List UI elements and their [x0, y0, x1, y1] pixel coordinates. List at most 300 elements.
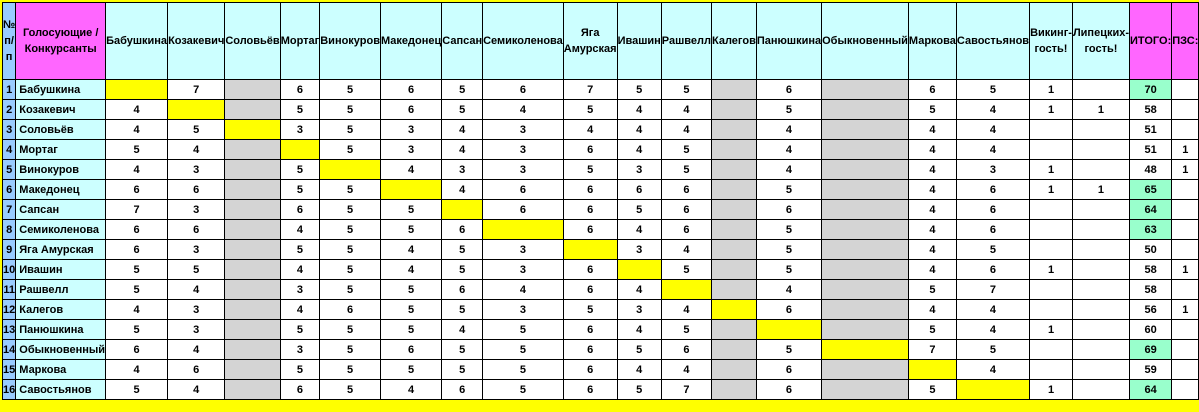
column-header[interactable]: Соловьёв [225, 3, 280, 80]
score-cell[interactable]: 4 [617, 360, 661, 380]
guest-vote-cell[interactable] [1030, 280, 1073, 300]
self-vote-cell[interactable] [483, 220, 564, 240]
score-cell[interactable] [822, 120, 909, 140]
score-cell[interactable] [712, 120, 757, 140]
score-cell[interactable]: 6 [442, 280, 483, 300]
score-cell[interactable]: 3 [483, 260, 564, 280]
score-cell[interactable] [225, 160, 280, 180]
score-cell[interactable] [822, 320, 909, 340]
score-cell[interactable]: 5 [661, 320, 711, 340]
score-cell[interactable]: 4 [106, 300, 168, 320]
score-cell[interactable]: 5 [320, 100, 381, 120]
column-header[interactable]: ПЗС: [1172, 3, 1199, 80]
score-cell[interactable]: 5 [380, 360, 441, 380]
score-cell[interactable]: 5 [483, 320, 564, 340]
score-cell[interactable] [712, 320, 757, 340]
score-cell[interactable]: 5 [956, 80, 1029, 100]
guest-vote-cell[interactable] [1030, 200, 1073, 220]
score-cell[interactable]: 3 [380, 140, 441, 160]
score-cell[interactable]: 5 [320, 360, 381, 380]
score-cell[interactable]: 6 [563, 180, 617, 200]
score-cell[interactable]: 6 [483, 200, 564, 220]
guest-vote-cell[interactable] [1072, 380, 1129, 400]
guest-vote-cell[interactable]: 1 [1030, 260, 1073, 280]
score-cell[interactable] [225, 260, 280, 280]
score-cell[interactable] [712, 240, 757, 260]
score-cell[interactable]: 5 [380, 320, 441, 340]
score-cell[interactable]: 4 [756, 280, 821, 300]
self-vote-cell[interactable] [380, 180, 441, 200]
self-vote-cell[interactable] [320, 160, 381, 180]
score-cell[interactable] [822, 200, 909, 220]
score-cell[interactable]: 5 [617, 380, 661, 400]
score-cell[interactable]: 6 [380, 340, 441, 360]
score-cell[interactable]: 6 [106, 340, 168, 360]
score-cell[interactable]: 5 [320, 340, 381, 360]
score-cell[interactable]: 6 [442, 220, 483, 240]
score-cell[interactable]: 3 [280, 280, 320, 300]
score-cell[interactable]: 4 [483, 280, 564, 300]
score-cell[interactable] [225, 360, 280, 380]
guest-vote-cell[interactable] [1072, 280, 1129, 300]
column-header[interactable]: Панюшкина [756, 3, 821, 80]
score-cell[interactable]: 6 [617, 180, 661, 200]
column-header[interactable]: ИТОГО: [1130, 3, 1172, 80]
score-cell[interactable]: 4 [106, 120, 168, 140]
score-cell[interactable]: 5 [280, 360, 320, 380]
score-cell[interactable] [225, 220, 280, 240]
score-cell[interactable]: 4 [617, 100, 661, 120]
score-cell[interactable]: 6 [168, 220, 225, 240]
total-cell[interactable]: 50 [1130, 240, 1172, 260]
total-cell[interactable]: 70 [1130, 80, 1172, 100]
self-vote-cell[interactable] [442, 200, 483, 220]
score-cell[interactable]: 5 [320, 80, 381, 100]
score-cell[interactable]: 3 [617, 300, 661, 320]
score-cell[interactable]: 6 [956, 200, 1029, 220]
score-cell[interactable]: 5 [483, 360, 564, 380]
total-cell[interactable]: 65 [1130, 180, 1172, 200]
score-cell[interactable]: 5 [617, 80, 661, 100]
score-cell[interactable]: 4 [956, 120, 1029, 140]
score-cell[interactable]: 5 [756, 340, 821, 360]
score-cell[interactable]: 4 [661, 240, 711, 260]
score-cell[interactable]: 4 [956, 320, 1029, 340]
score-cell[interactable]: 3 [168, 320, 225, 340]
column-header[interactable]: Винокуров [320, 3, 381, 80]
score-cell[interactable]: 6 [756, 200, 821, 220]
total-cell[interactable]: 56 [1130, 300, 1172, 320]
score-cell[interactable] [712, 280, 757, 300]
score-cell[interactable]: 6 [563, 140, 617, 160]
score-cell[interactable]: 4 [661, 360, 711, 380]
score-cell[interactable]: 6 [280, 200, 320, 220]
column-header[interactable]: Липецких-гость! [1072, 3, 1129, 80]
score-cell[interactable]: 5 [956, 240, 1029, 260]
score-cell[interactable]: 3 [617, 160, 661, 180]
pzs-cell[interactable]: 1 [1172, 140, 1199, 160]
score-cell[interactable]: 4 [756, 140, 821, 160]
score-cell[interactable]: 4 [908, 160, 956, 180]
guest-vote-cell[interactable] [1072, 80, 1129, 100]
guest-vote-cell[interactable] [1072, 140, 1129, 160]
total-cell[interactable]: 69 [1130, 340, 1172, 360]
guest-vote-cell[interactable] [1072, 260, 1129, 280]
score-cell[interactable] [822, 140, 909, 160]
score-cell[interactable]: 4 [380, 160, 441, 180]
score-cell[interactable] [712, 160, 757, 180]
score-cell[interactable]: 6 [661, 340, 711, 360]
score-cell[interactable]: 5 [908, 380, 956, 400]
column-header[interactable]: Македонец [380, 3, 441, 80]
score-cell[interactable]: 3 [483, 300, 564, 320]
guest-vote-cell[interactable] [1072, 200, 1129, 220]
guest-vote-cell[interactable] [1030, 340, 1073, 360]
score-cell[interactable]: 4 [106, 100, 168, 120]
score-cell[interactable]: 3 [380, 120, 441, 140]
score-cell[interactable]: 4 [956, 300, 1029, 320]
score-cell[interactable]: 3 [168, 200, 225, 220]
guest-vote-cell[interactable]: 1 [1072, 100, 1129, 120]
score-cell[interactable] [712, 80, 757, 100]
score-cell[interactable]: 5 [908, 280, 956, 300]
score-cell[interactable]: 5 [442, 300, 483, 320]
score-cell[interactable] [822, 260, 909, 280]
score-cell[interactable]: 5 [442, 340, 483, 360]
score-cell[interactable]: 3 [168, 160, 225, 180]
score-cell[interactable] [822, 160, 909, 180]
score-cell[interactable]: 4 [168, 340, 225, 360]
score-cell[interactable]: 5 [442, 260, 483, 280]
score-cell[interactable]: 4 [661, 100, 711, 120]
score-cell[interactable]: 6 [563, 360, 617, 380]
score-cell[interactable]: 4 [380, 380, 441, 400]
score-cell[interactable]: 5 [483, 380, 564, 400]
score-cell[interactable]: 6 [280, 80, 320, 100]
guest-vote-cell[interactable] [1030, 240, 1073, 260]
pzs-cell[interactable] [1172, 220, 1199, 240]
score-cell[interactable]: 5 [320, 200, 381, 220]
score-cell[interactable]: 5 [661, 140, 711, 160]
self-vote-cell[interactable] [168, 100, 225, 120]
score-cell[interactable] [225, 100, 280, 120]
score-cell[interactable]: 5 [320, 280, 381, 300]
guest-vote-cell[interactable] [1030, 140, 1073, 160]
score-cell[interactable]: 5 [563, 100, 617, 120]
guest-vote-cell[interactable] [1030, 220, 1073, 240]
score-cell[interactable]: 5 [168, 260, 225, 280]
score-cell[interactable]: 6 [563, 220, 617, 240]
score-cell[interactable]: 5 [320, 260, 381, 280]
score-cell[interactable]: 4 [280, 220, 320, 240]
score-cell[interactable] [225, 320, 280, 340]
guest-vote-cell[interactable] [1072, 160, 1129, 180]
score-cell[interactable]: 4 [442, 320, 483, 340]
score-cell[interactable]: 6 [106, 220, 168, 240]
guest-vote-cell[interactable] [1072, 300, 1129, 320]
score-cell[interactable]: 6 [756, 360, 821, 380]
score-cell[interactable] [712, 180, 757, 200]
total-cell[interactable]: 58 [1130, 280, 1172, 300]
score-cell[interactable]: 5 [106, 320, 168, 340]
score-cell[interactable]: 6 [563, 280, 617, 300]
score-cell[interactable]: 5 [280, 160, 320, 180]
score-cell[interactable]: 4 [617, 140, 661, 160]
guest-vote-cell[interactable] [1072, 360, 1129, 380]
score-cell[interactable]: 4 [756, 160, 821, 180]
score-cell[interactable]: 4 [442, 140, 483, 160]
score-cell[interactable]: 4 [956, 100, 1029, 120]
score-cell[interactable]: 5 [617, 200, 661, 220]
guest-vote-cell[interactable] [1072, 220, 1129, 240]
score-cell[interactable]: 3 [280, 340, 320, 360]
pzs-cell[interactable] [1172, 120, 1199, 140]
score-cell[interactable]: 4 [483, 100, 564, 120]
guest-vote-cell[interactable]: 1 [1030, 180, 1073, 200]
score-cell[interactable]: 5 [661, 260, 711, 280]
score-cell[interactable] [822, 380, 909, 400]
self-vote-cell[interactable] [756, 320, 821, 340]
score-cell[interactable]: 4 [908, 220, 956, 240]
score-cell[interactable]: 3 [483, 120, 564, 140]
score-cell[interactable]: 5 [320, 180, 381, 200]
score-cell[interactable]: 5 [442, 360, 483, 380]
score-cell[interactable]: 6 [483, 80, 564, 100]
header-names[interactable]: Голосующие / Конкурсанты [16, 3, 106, 80]
guest-vote-cell[interactable]: 1 [1030, 100, 1073, 120]
score-cell[interactable]: 5 [380, 300, 441, 320]
score-cell[interactable]: 6 [563, 320, 617, 340]
score-cell[interactable]: 5 [280, 180, 320, 200]
pzs-cell[interactable] [1172, 360, 1199, 380]
guest-vote-cell[interactable]: 1 [1030, 380, 1073, 400]
score-cell[interactable]: 5 [756, 100, 821, 120]
self-vote-cell[interactable] [106, 80, 168, 100]
score-cell[interactable]: 4 [617, 320, 661, 340]
guest-vote-cell[interactable] [1072, 340, 1129, 360]
score-cell[interactable] [822, 220, 909, 240]
score-cell[interactable]: 5 [380, 280, 441, 300]
score-cell[interactable]: 3 [483, 240, 564, 260]
score-cell[interactable]: 6 [320, 300, 381, 320]
score-cell[interactable]: 4 [908, 120, 956, 140]
score-cell[interactable] [225, 380, 280, 400]
column-header[interactable]: Рашвелл [661, 3, 711, 80]
score-cell[interactable]: 7 [106, 200, 168, 220]
score-cell[interactable]: 5 [106, 380, 168, 400]
score-cell[interactable]: 3 [168, 300, 225, 320]
score-cell[interactable]: 5 [320, 120, 381, 140]
score-cell[interactable]: 5 [106, 280, 168, 300]
score-cell[interactable]: 4 [380, 260, 441, 280]
score-cell[interactable]: 5 [442, 80, 483, 100]
score-cell[interactable]: 6 [563, 200, 617, 220]
guest-vote-cell[interactable] [1072, 320, 1129, 340]
self-vote-cell[interactable] [280, 140, 320, 160]
total-cell[interactable]: 51 [1130, 120, 1172, 140]
score-cell[interactable]: 5 [956, 340, 1029, 360]
pzs-cell[interactable] [1172, 100, 1199, 120]
score-cell[interactable]: 4 [956, 360, 1029, 380]
score-cell[interactable] [822, 100, 909, 120]
guest-vote-cell[interactable]: 1 [1030, 320, 1073, 340]
score-cell[interactable]: 6 [563, 380, 617, 400]
column-header[interactable]: Мортаг [280, 3, 320, 80]
score-cell[interactable]: 5 [563, 300, 617, 320]
guest-vote-cell[interactable] [1072, 240, 1129, 260]
pzs-cell[interactable] [1172, 200, 1199, 220]
score-cell[interactable]: 3 [483, 160, 564, 180]
total-cell[interactable]: 59 [1130, 360, 1172, 380]
column-header[interactable]: Савостьянов [956, 3, 1029, 80]
score-cell[interactable]: 3 [956, 160, 1029, 180]
column-header[interactable]: Викинг-гость! [1030, 3, 1073, 80]
column-header[interactable]: Обыкновенный [822, 3, 909, 80]
score-cell[interactable]: 5 [756, 240, 821, 260]
score-cell[interactable]: 6 [483, 180, 564, 200]
guest-vote-cell[interactable]: 1 [1030, 160, 1073, 180]
score-cell[interactable]: 5 [483, 340, 564, 360]
score-cell[interactable]: 4 [908, 180, 956, 200]
score-cell[interactable]: 5 [320, 140, 381, 160]
score-cell[interactable]: 6 [956, 180, 1029, 200]
score-cell[interactable]: 5 [320, 240, 381, 260]
score-cell[interactable]: 4 [442, 120, 483, 140]
score-cell[interactable]: 4 [617, 120, 661, 140]
score-cell[interactable] [225, 200, 280, 220]
total-cell[interactable]: 51 [1130, 140, 1172, 160]
score-cell[interactable] [822, 240, 909, 260]
score-cell[interactable]: 7 [563, 80, 617, 100]
score-cell[interactable]: 5 [661, 80, 711, 100]
total-cell[interactable]: 60 [1130, 320, 1172, 340]
score-cell[interactable]: 5 [661, 160, 711, 180]
score-cell[interactable] [712, 200, 757, 220]
score-cell[interactable] [712, 220, 757, 240]
score-cell[interactable]: 4 [908, 200, 956, 220]
score-cell[interactable]: 4 [756, 120, 821, 140]
score-cell[interactable]: 4 [168, 280, 225, 300]
score-cell[interactable] [225, 300, 280, 320]
guest-vote-cell[interactable] [1072, 120, 1129, 140]
score-cell[interactable]: 4 [908, 240, 956, 260]
score-cell[interactable]: 6 [442, 380, 483, 400]
self-vote-cell[interactable] [822, 340, 909, 360]
score-cell[interactable] [712, 340, 757, 360]
score-cell[interactable]: 6 [756, 380, 821, 400]
score-cell[interactable]: 3 [168, 240, 225, 260]
score-cell[interactable] [225, 240, 280, 260]
score-cell[interactable]: 4 [908, 300, 956, 320]
score-cell[interactable] [822, 300, 909, 320]
total-cell[interactable]: 58 [1130, 260, 1172, 280]
score-cell[interactable]: 4 [908, 260, 956, 280]
score-cell[interactable]: 6 [908, 80, 956, 100]
score-cell[interactable]: 4 [956, 140, 1029, 160]
score-cell[interactable] [712, 380, 757, 400]
total-cell[interactable]: 58 [1130, 100, 1172, 120]
column-header[interactable]: Ивашин [617, 3, 661, 80]
score-cell[interactable]: 4 [280, 260, 320, 280]
score-cell[interactable]: 5 [280, 100, 320, 120]
score-cell[interactable]: 5 [756, 220, 821, 240]
column-header[interactable]: Козакевич [168, 3, 225, 80]
guest-vote-cell[interactable] [1030, 120, 1073, 140]
score-cell[interactable] [225, 140, 280, 160]
score-cell[interactable]: 6 [380, 80, 441, 100]
total-cell[interactable]: 64 [1130, 200, 1172, 220]
pzs-cell[interactable]: 1 [1172, 160, 1199, 180]
score-cell[interactable] [822, 80, 909, 100]
pzs-cell[interactable] [1172, 280, 1199, 300]
total-cell[interactable]: 48 [1130, 160, 1172, 180]
score-cell[interactable]: 6 [661, 220, 711, 240]
score-cell[interactable]: 5 [106, 260, 168, 280]
pzs-cell[interactable] [1172, 240, 1199, 260]
pzs-cell[interactable] [1172, 180, 1199, 200]
score-cell[interactable]: 5 [280, 320, 320, 340]
self-vote-cell[interactable] [956, 380, 1029, 400]
score-cell[interactable]: 5 [280, 240, 320, 260]
score-cell[interactable]: 6 [756, 300, 821, 320]
total-cell[interactable]: 63 [1130, 220, 1172, 240]
score-cell[interactable]: 6 [661, 200, 711, 220]
column-header[interactable]: Сапсан [442, 3, 483, 80]
self-vote-cell[interactable] [225, 120, 280, 140]
score-cell[interactable]: 6 [380, 100, 441, 120]
pzs-cell[interactable] [1172, 340, 1199, 360]
score-cell[interactable]: 7 [908, 340, 956, 360]
score-cell[interactable]: 6 [956, 220, 1029, 240]
score-cell[interactable]: 6 [168, 180, 225, 200]
score-cell[interactable]: 4 [661, 120, 711, 140]
score-cell[interactable] [712, 100, 757, 120]
pzs-cell[interactable] [1172, 320, 1199, 340]
score-cell[interactable]: 6 [106, 240, 168, 260]
score-cell[interactable] [712, 360, 757, 380]
guest-vote-cell[interactable] [1030, 360, 1073, 380]
score-cell[interactable] [225, 340, 280, 360]
score-cell[interactable]: 6 [563, 260, 617, 280]
score-cell[interactable]: 5 [106, 140, 168, 160]
score-cell[interactable]: 6 [756, 80, 821, 100]
score-cell[interactable]: 5 [380, 200, 441, 220]
header-number[interactable]: № п/п [3, 3, 16, 80]
score-cell[interactable] [822, 180, 909, 200]
column-header[interactable]: Бабушкина [106, 3, 168, 80]
score-cell[interactable]: 5 [908, 320, 956, 340]
score-cell[interactable]: 3 [617, 240, 661, 260]
self-vote-cell[interactable] [563, 240, 617, 260]
self-vote-cell[interactable] [908, 360, 956, 380]
score-cell[interactable]: 5 [320, 220, 381, 240]
score-cell[interactable]: 3 [483, 140, 564, 160]
score-cell[interactable]: 5 [442, 100, 483, 120]
score-cell[interactable]: 3 [442, 160, 483, 180]
self-vote-cell[interactable] [712, 300, 757, 320]
score-cell[interactable]: 4 [908, 140, 956, 160]
score-cell[interactable]: 5 [168, 120, 225, 140]
score-cell[interactable]: 4 [168, 380, 225, 400]
pzs-cell[interactable] [1172, 380, 1199, 400]
score-cell[interactable]: 5 [320, 320, 381, 340]
score-cell[interactable]: 7 [168, 80, 225, 100]
score-cell[interactable]: 5 [320, 380, 381, 400]
score-cell[interactable]: 6 [168, 360, 225, 380]
score-cell[interactable] [712, 260, 757, 280]
score-cell[interactable]: 4 [106, 360, 168, 380]
score-cell[interactable]: 4 [661, 300, 711, 320]
